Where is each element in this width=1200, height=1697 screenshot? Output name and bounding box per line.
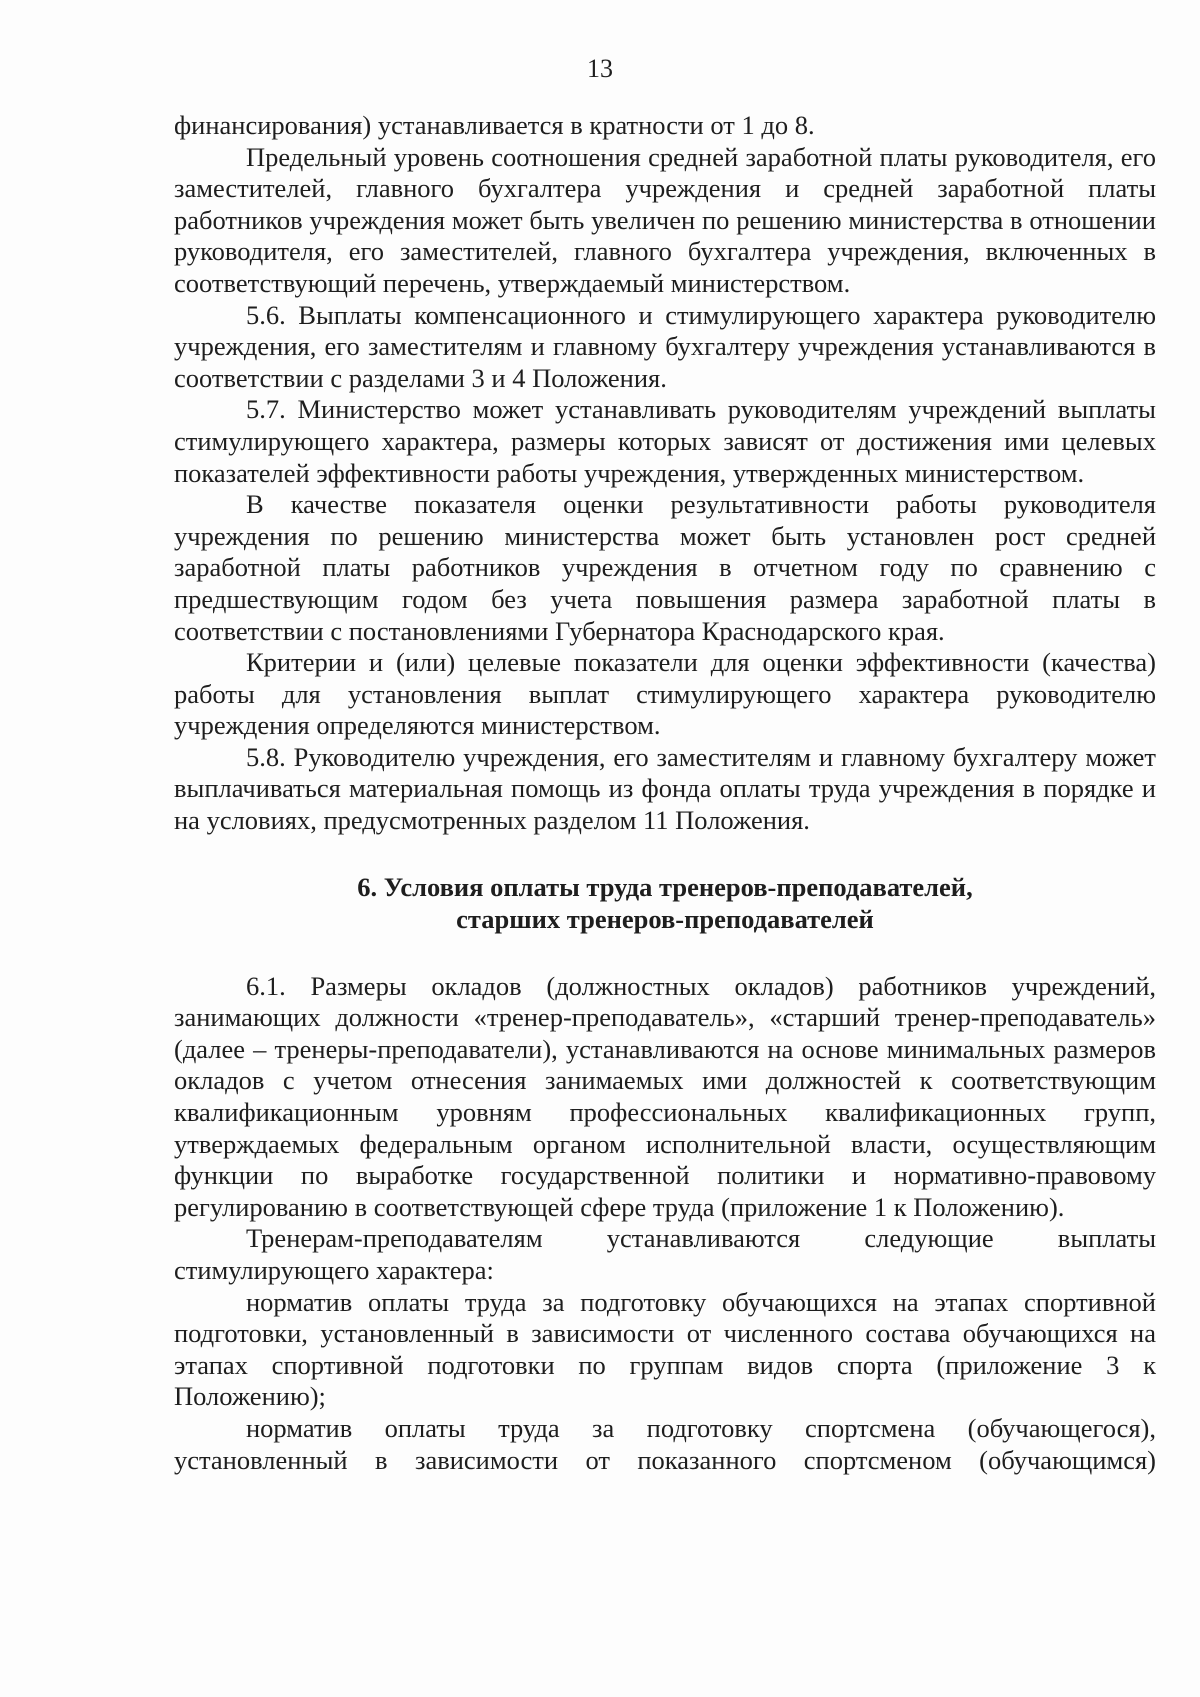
- paragraph-criteria: Критерии и (или) целевые показатели для оценки эффективности (качества) работы для установления выплат стимулирующего характера руководителю учреждения определяются министерством.: [174, 647, 1156, 741]
- paragraph-5-7: 5.7. Министерство может устанавливать руководителям учреждений выплаты стимулирующего характера, размеры которых зависят от достижения ими целевых показателей эффективности работы учреждения, утвержденных министерством.: [174, 394, 1156, 488]
- paragraph-continuation: финансирования) устанавливается в кратности от 1 до 8.: [174, 110, 815, 140]
- document-body: [174, 110, 1156, 1476]
- section-heading-line-2: старших тренеров-преподавателей: [456, 903, 874, 934]
- paragraph-5-8: 5.8. Руководителю учреждения, его заместителям и главному бухгалтеру может выплачиваться материальная помощь из фонда оплаты труда учреждения в порядке и на условиях, предусмотренных разделом 11 Положения.: [174, 741, 1156, 836]
- paragraph-salary-ratio-limit: Предельный уровень соотношения средней заработной платы руководителя, его заместителей, главного бухгалтера учреждения и средней заработной платы работников учреждения может быть увеличен по решению министерства в отношении руководителя, его заместителей, главного бухгалтера учреждения, включенных в соответствующий перечень, утверждаемый министерством.: [174, 141, 1156, 298]
- page-number: 13: [587, 54, 613, 83]
- paragraph-coach-payments-intro: Тренерам-преподавателям устанавливаются следующие выплаты стимулирующего характера:: [174, 1223, 1156, 1285]
- paragraph-6-1: 6.1. Размеры окладов (должностных окладов) работников учреждений, занимающих должности «тренер-преподаватель», «старший тренер-преподаватель» (далее – тренеры-преподаватели), устанавливаются на основе минимальных размеров окладов с учетом отнесения занимаемых ими должностей к соответствующим квалификационным уровням профессиональных квалификационных групп, утверждаемых федеральным органом исполнительной власти, осуществляющим функции по выработке государственной политики и нормативно-правовому регулированию в соответствующей сфере труда (приложение 1 к Положению).: [174, 970, 1156, 1222]
- section-heading-6: [174, 871, 1156, 935]
- paragraph-norm-training-stages: норматив оплаты труда за подготовку обучающихся на этапах спортивной подготовки, установленный в зависимости от численного состава обучающихся на этапах спортивной подготовки по группам видов спорта (приложение 3 к Положению);: [174, 1286, 1156, 1412]
- paragraph-norm-athlete-training: норматив оплаты труда за подготовку спортсмена (обучающегося), установленный в зависимости от показанного спортсменом (обучающимся): [174, 1412, 1156, 1475]
- section-heading-line-1: 6. Условия оплаты труда тренеров-преподавателей,: [357, 871, 973, 902]
- paragraph-performance-indicator: В качестве показателя оценки результативности работы руководителя учреждения по решению министерства может быть установлен рост средней заработной платы работников учреждения в отчетном году по сравнению с предшествующим годом без учета повышения размера заработной платы в соответствии с постановлениями Губернатора Краснодарского края.: [174, 489, 1156, 646]
- paragraph-5-6: 5.6. Выплаты компенсационного и стимулирующего характера руководителю учреждения, его заместителям и главному бухгалтеру учреждения устанавливаются в соответствии с разделами 3 и 4 Положения.: [174, 299, 1156, 393]
